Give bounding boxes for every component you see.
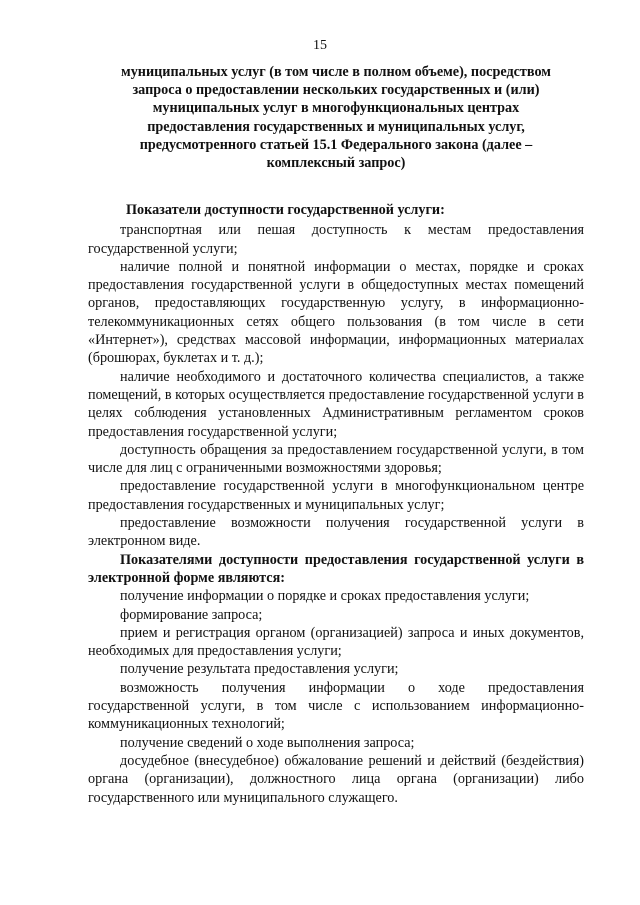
accessibility-indicator-item: предоставление возможности получения государственной услуги в электронном виде. [88, 515, 584, 550]
heading-line: запроса о предоставлении нескольких государственных и (или) [132, 82, 540, 99]
electronic-indicator-item: получение сведений о ходе выполнения запроса; [120, 734, 415, 751]
electronic-indicator-item: досудебное (внесудебное) обжалование решений и действий (бездействия) органа (организации), должностного лица органа (организации) либо государственного или муниципального служащего. [88, 752, 584, 806]
electronic-indicator-item: прием и регистрация органом (организацией) запроса и иных документов, необходимых для предоставления услуги; [88, 624, 584, 660]
accessibility-indicator-item: предоставление государственной услуги в многофункциональном центре предоставления государственных и муниципальных услуг; [88, 478, 584, 513]
heading-line: муниципальных услуг в многофункциональных центрах [152, 100, 520, 117]
accessibility-indicator-item: транспортная или пешая доступность к местам предоставления государственной услуги; [88, 222, 584, 257]
heading-line: комплексный запрос) [266, 155, 406, 172]
heading-line: предоставления государственных и муниципальных услуг, [147, 118, 525, 135]
accessibility-indicators-title: Показатели доступности государственной услуги: [126, 202, 445, 218]
section-heading [88, 63, 584, 172]
electronic-indicators-title: Показателями доступности предоставления государственной услуги в электронной форме являются: [88, 551, 584, 586]
electronic-indicator-item: возможность получения информации о ходе предоставления государственной услуги, в том числе с использованием информационно-коммуникационных технологий; [88, 679, 584, 733]
electronic-indicator-item: получение результата предоставления услуги; [120, 661, 399, 678]
page-number: 15 [313, 38, 327, 53]
accessibility-indicator-item: наличие полной и понятной информации о местах, порядке и сроках предоставления государственной услуги в общедоступных местах помещений органов, предоставляющих государственную услугу, в информационно-телекоммуникационных сетях общего пользования (в том числе в сети «Интернет»), средствах массовой информации, информационных материалах (брошюрах, буклетах и т. д.); [88, 258, 584, 367]
document-body [88, 201, 584, 807]
electronic-indicator-item: формирование запроса; [120, 606, 263, 623]
heading-line: муниципальных услуг (в том числе в полном объеме), посредством [121, 64, 551, 80]
accessibility-indicator-item: наличие необходимого и достаточного количества специалистов, а также помещений, в которых осуществляется предоставление государственной услуги в целях соблюдения установленных Административным регламентом сроков предоставления государственной услуги; [88, 368, 584, 440]
electronic-indicator-item: получение информации о порядке и сроках предоставления услуги; [120, 588, 530, 605]
heading-line: предусмотренного статьей 15.1 Федерального закона (далее – [139, 136, 533, 153]
accessibility-indicator-item: доступность обращения за предоставлением государственной услуги, в том числе для лиц с ограниченными возможностями здоровья; [88, 441, 584, 477]
